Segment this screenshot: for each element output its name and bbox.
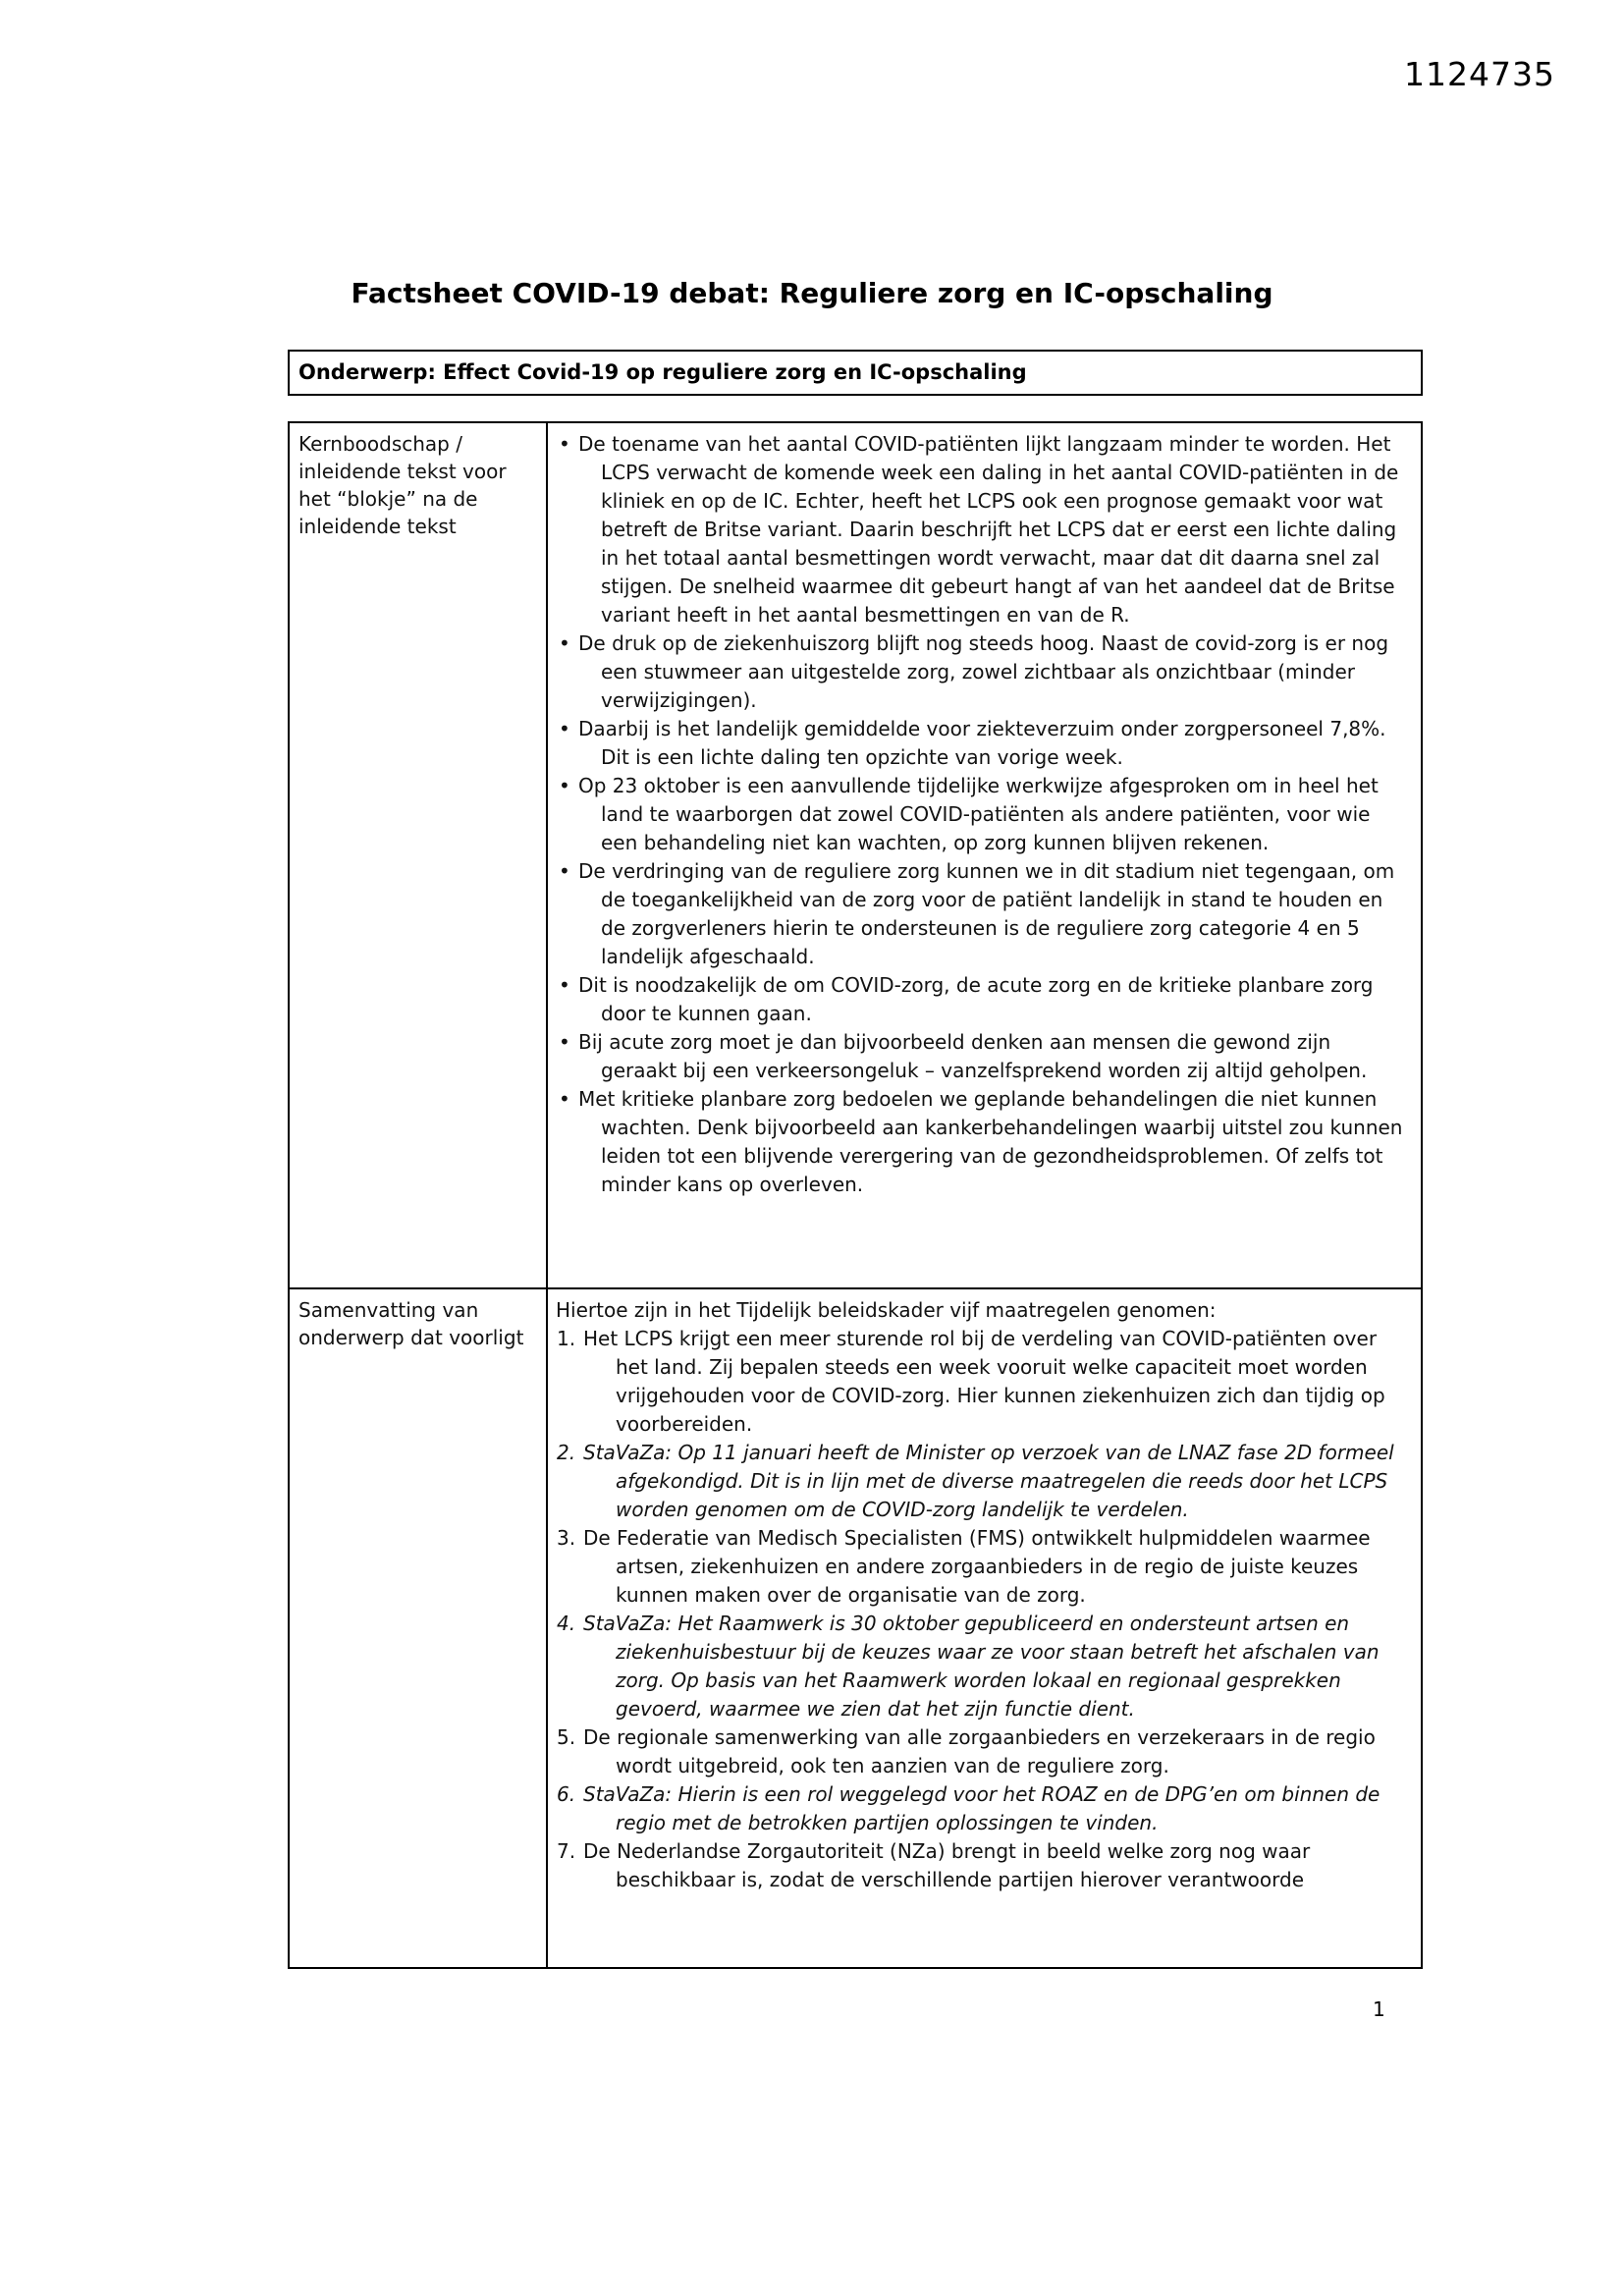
numbered-list-item [556, 1439, 1407, 1524]
bullet-icon: • [559, 1030, 570, 1054]
item-number: 2. [557, 1441, 576, 1464]
row-content-samenvatting [548, 1289, 1421, 1967]
bullet-text: De verdringing van de reguliere zorg kunnen we in dit stadium niet tegengaan, om de toegankelijkheid van de zorg voor de patiënt landelijk in stand te houden en de zorgverleners hierin te ondersteunen is de reguliere zorg categorie 4 en 5 landelijk afgeschaald. [578, 859, 1395, 968]
numbered-list-item [556, 1610, 1407, 1723]
bullet-list-item [556, 629, 1407, 715]
bullet-text: De toename van het aantal COVID-patiënten lijkt langzaam minder te worden. Het LCPS verwacht de komende week een daling in het aantal COVID-patiënten in de kliniek en op de IC. Echter, heeft het LCPS ook een prognose gemaakt voor wat betreft de Britse variant. Daarin beschrijft het LCPS dat er eerst een lichte daling in het totaal aantal besmettingen wordt verwacht, maar dat dit daarna snel zal stijgen. De snelheid waarmee dit gebeurt hangt af van het aandeel dat de Britse variant heeft in het aantal besmettingen en van de R. [578, 432, 1399, 627]
item-number: 4. [557, 1612, 576, 1635]
bullet-text: Bij acute zorg moet je dan bijvoorbeeld denken aan mensen die gewond zijn geraakt bij een verkeersongeluk – vanzelfsprekend worden zij altijd geholpen. [578, 1030, 1368, 1082]
document-number: 1124735 [1404, 55, 1555, 93]
numbered-list [556, 1325, 1407, 1894]
bullet-list-item [556, 857, 1407, 971]
item-text: StaVaZa: Op 11 januari heeft de Minister op verzoek van de LNAZ fase 2D formeel afgekondigd. Dit is in lijn met de diverse maatregelen die reeds door het LCPS worden genomen om de COVID-zorg landelijk te verdelen. [583, 1441, 1394, 1521]
bullet-text: De druk op de ziekenhuiszorg blijft nog steeds hoog. Naast de covid-zorg is er nog een stuwmeer aan uitgestelde zorg, zowel zichtbaar als onzichtbaar (minder verwijzigingen). [578, 631, 1389, 712]
numbered-list-item [556, 1837, 1407, 1894]
page-title: Factsheet COVID-19 debat: Reguliere zorg en IC-opschaling [351, 277, 1273, 309]
item-text: De Nederlandse Zorgautoriteit (NZa) brengt in beeld welke zorg nog waar beschikbaar is, zodat de verschillende partijen hierover verantwoorde [583, 1839, 1311, 1891]
item-text: De regionale samenwerking van alle zorgaanbieders en verzekeraars in de regio wordt uitgebreid, ook ten aanzien van de reguliere zorg. [583, 1725, 1376, 1777]
list-intro: Hiertoe zijn in het Tijdelijk beleidskader vijf maatregelen genomen: [556, 1298, 1217, 1322]
row-content-kernboodschap [548, 423, 1421, 1287]
item-text: StaVaZa: Het Raamwerk is 30 oktober gepubliceerd en ondersteunt artsen en ziekenhuisbestuur bij de keuzes waar ze voor staan betreft het afschalen van zorg. Op basis van het Raamwerk worden lokaal en regionaal gesprekken gevoerd, waarmee we zien dat het zijn functie dient. [583, 1612, 1380, 1721]
bullet-list-item [556, 1085, 1407, 1199]
bullet-icon: • [559, 432, 570, 456]
table-body [288, 421, 1423, 1969]
numbered-list-item [556, 1325, 1407, 1439]
bullet-icon: • [559, 1087, 570, 1111]
bullet-icon: • [559, 973, 570, 997]
table-row-kernboodschap [290, 423, 1421, 1287]
bullet-list-item [556, 1028, 1407, 1085]
bullet-text: Op 23 oktober is een aanvullende tijdelijke werkwijze afgesproken om in heel het land te waarborgen dat zowel COVID-patiënten als andere patiënten, voor wie een behandeling niet kan wachten, op zorg kunnen blijven rekenen. [578, 774, 1379, 854]
bullet-text: Dit is noodzakelijk de om COVID-zorg, de acute zorg en de kritieke planbare zorg door te kunnen gaan. [578, 973, 1374, 1025]
bullet-list [556, 430, 1407, 1199]
item-number: 7. [557, 1839, 576, 1863]
item-text: StaVaZa: Hierin is een rol weggelegd voor het ROAZ en de DPG’en om binnen de regio met de betrokken partijen oplossingen te vinden. [583, 1782, 1380, 1834]
numbered-list-item [556, 1524, 1407, 1610]
table-header-onderwerp: Onderwerp: Effect Covid-19 op reguliere zorg en IC-opschaling [288, 350, 1423, 396]
row-label-kernboodschap: Kernboodschap / inleidende tekst voor het “blokje” na de inleidende tekst [290, 423, 548, 1287]
bullet-text: Met kritieke planbare zorg bedoelen we geplande behandelingen die niet kunnen wachten. Denk bijvoorbeeld aan kankerbehandelingen waarbij uitstel zou kunnen leiden tot een blijvende verergering van de gezondheidsproblemen. Of zelfs tot minder kans op overleven. [578, 1087, 1403, 1196]
numbered-list-item [556, 1780, 1407, 1837]
item-number: 1. [557, 1327, 576, 1350]
item-number: 3. [557, 1526, 576, 1550]
bullet-text: Daarbij is het landelijk gemiddelde voor ziekteverzuim onder zorgpersoneel 7,8%. Dit is een lichte daling ten opzichte van vorige week. [578, 717, 1386, 769]
bullet-list-item [556, 430, 1407, 629]
item-number: 6. [557, 1782, 576, 1806]
item-number: 5. [557, 1725, 576, 1749]
numbered-list-item [556, 1723, 1407, 1780]
row-label-samenvatting: Samenvatting van onderwerp dat voorligt [290, 1289, 548, 1967]
page-number: 1 [1373, 1997, 1385, 2021]
bullet-list-item [556, 715, 1407, 772]
bullet-icon: • [559, 774, 570, 797]
table-row-samenvatting [290, 1287, 1421, 1967]
bullet-icon: • [559, 859, 570, 883]
item-text: Het LCPS krijgt een meer sturende rol bij de verdeling van COVID-patiënten over het land. Zij bepalen steeds een week vooruit welke capaciteit moet worden vrijgehouden voor de COVID-zorg. Hier kunnen ziekenhuizen zich dan tijdig op voorbereiden. [583, 1327, 1385, 1436]
item-text: De Federatie van Medisch Specialisten (FMS) ontwikkelt hulpmiddelen waarmee artsen, ziekenhuizen en andere zorgaanbieders in de regio de juiste keuzes kunnen maken over de organisatie van de zorg. [583, 1526, 1371, 1607]
bullet-list-item [556, 772, 1407, 857]
factsheet-table [288, 350, 1423, 1969]
bullet-icon: • [559, 631, 570, 655]
bullet-icon: • [559, 717, 570, 740]
bullet-list-item [556, 971, 1407, 1028]
